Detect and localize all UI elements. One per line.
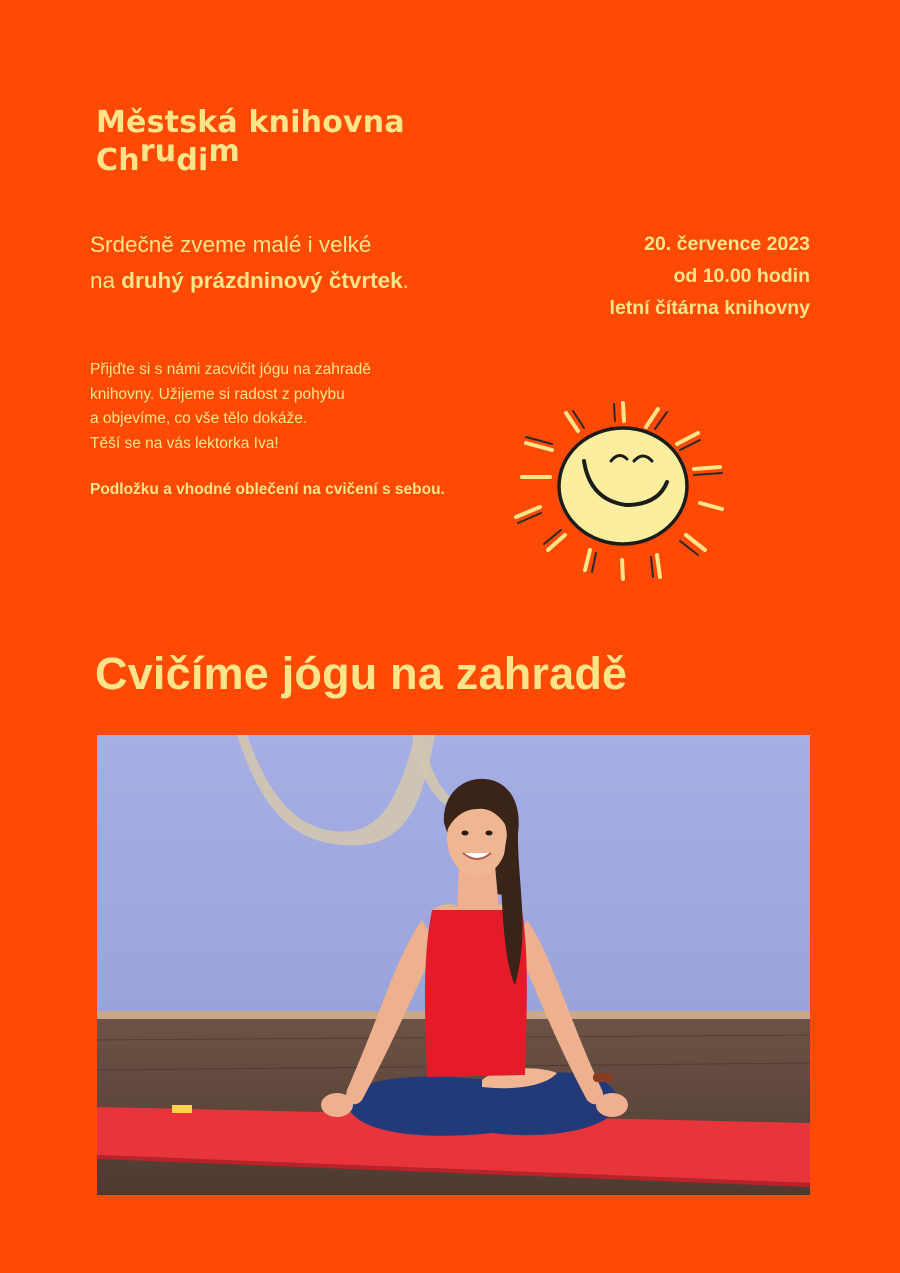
library-logo (96, 104, 405, 180)
invitation-highlight: druhý prázdninový čtvrtek (121, 268, 403, 293)
event-description: Přijďte si s námi zacvičit jógu na zahradě knihovny. Užijeme si radost z pohybu a objevíme, co vše tělo dokáže. Těší se na vás lektorka Iva! (90, 361, 371, 452)
invitation-text: Srdečně zveme malé i velké na druhý prázdninový čtvrtek. (90, 232, 409, 293)
logo-line-1: Městská knihovna (96, 105, 405, 140)
smiling-sun-icon (510, 395, 735, 585)
event-details (610, 228, 810, 324)
logo-line-2: Chrudim (96, 134, 240, 178)
event-date: 20. července 2023 (644, 233, 810, 255)
yoga-instructor-photo (97, 735, 810, 1195)
event-time: od 10.00 hodin (673, 265, 810, 287)
event-headline: Cvičíme jógu na zahradě (95, 648, 628, 699)
bring-note: Podložku a vhodné oblečení na cvičení s sebou. (90, 481, 445, 498)
event-place: letní čítárna knihovny (609, 297, 810, 319)
